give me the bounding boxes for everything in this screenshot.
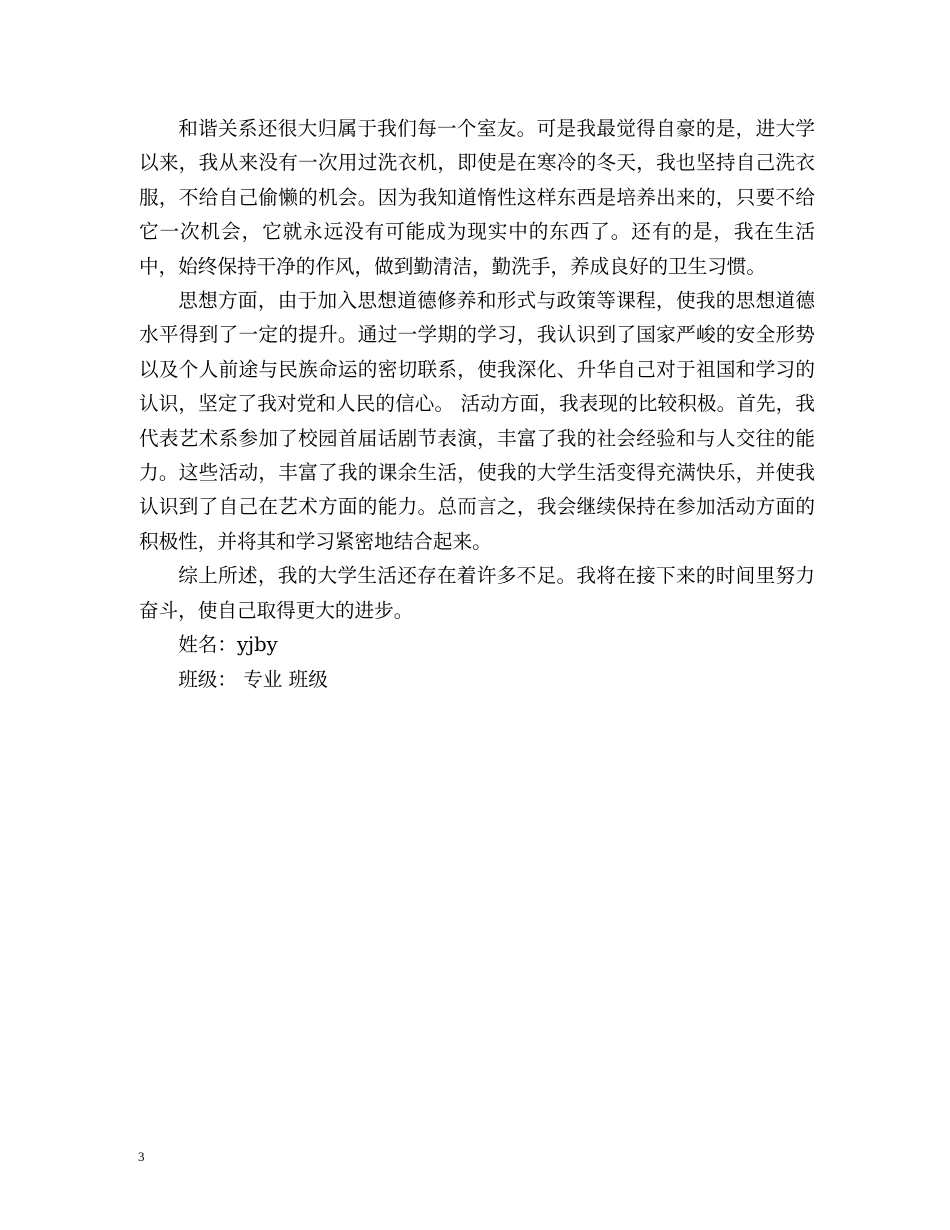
paragraph-thought-and-activities: 思想方面，由于加入思想道德修养和形式与政策等课程，使我的思想道德水平得到了一定的提升。通过一学期的学习，我认识到了国家严峻的安全形势以及个人前途与民族命运的密切联系，使我深化、升华自己对于祖国和学习的认识，坚定了我对党和人民的信心。 活动方面，我表现的比较积极。首先，我代表艺术系参加了校园首届话剧节表演，丰富了我的社会经验和与人交往的能力。这些活动，丰富了我的课余生活，使我的大学生活变得充满快乐，并使我认识到了自己在艺术方面的能力。总而言之，我会继续保持在参加活动方面的积极性，并将其和学习紧密地结合起来。 bbox=[139, 289, 815, 553]
name-line: 姓名：yjby bbox=[178, 633, 278, 657]
paragraph-summary: 综上所述，我的大学生活还存在着许多不足。我将在接下来的时间里努力奋斗，使自己取得更大的进步。 bbox=[139, 564, 815, 622]
paragraph-dorm-life: 和谐关系还很大归属于我们每一个室友。可是我最觉得自豪的是，进大学以来，我从来没有一次用过洗衣机，即使是在寒冷的冬天，我也坚持自己洗衣服，不给自己偷懒的机会。因为我知道惰性这样东西是培养出来的，只要不给它一次机会，它就永远没有可能成为现实中的东西了。还有的是，我在生活中，始终保持干净的作风，做到勤清洁，勤洗手，养成良好的卫生习惯。 bbox=[139, 117, 815, 278]
document-body bbox=[139, 112, 815, 697]
class-line: 班级： 专业 班级 bbox=[178, 667, 328, 691]
page-number: 3 bbox=[138, 1149, 145, 1164]
